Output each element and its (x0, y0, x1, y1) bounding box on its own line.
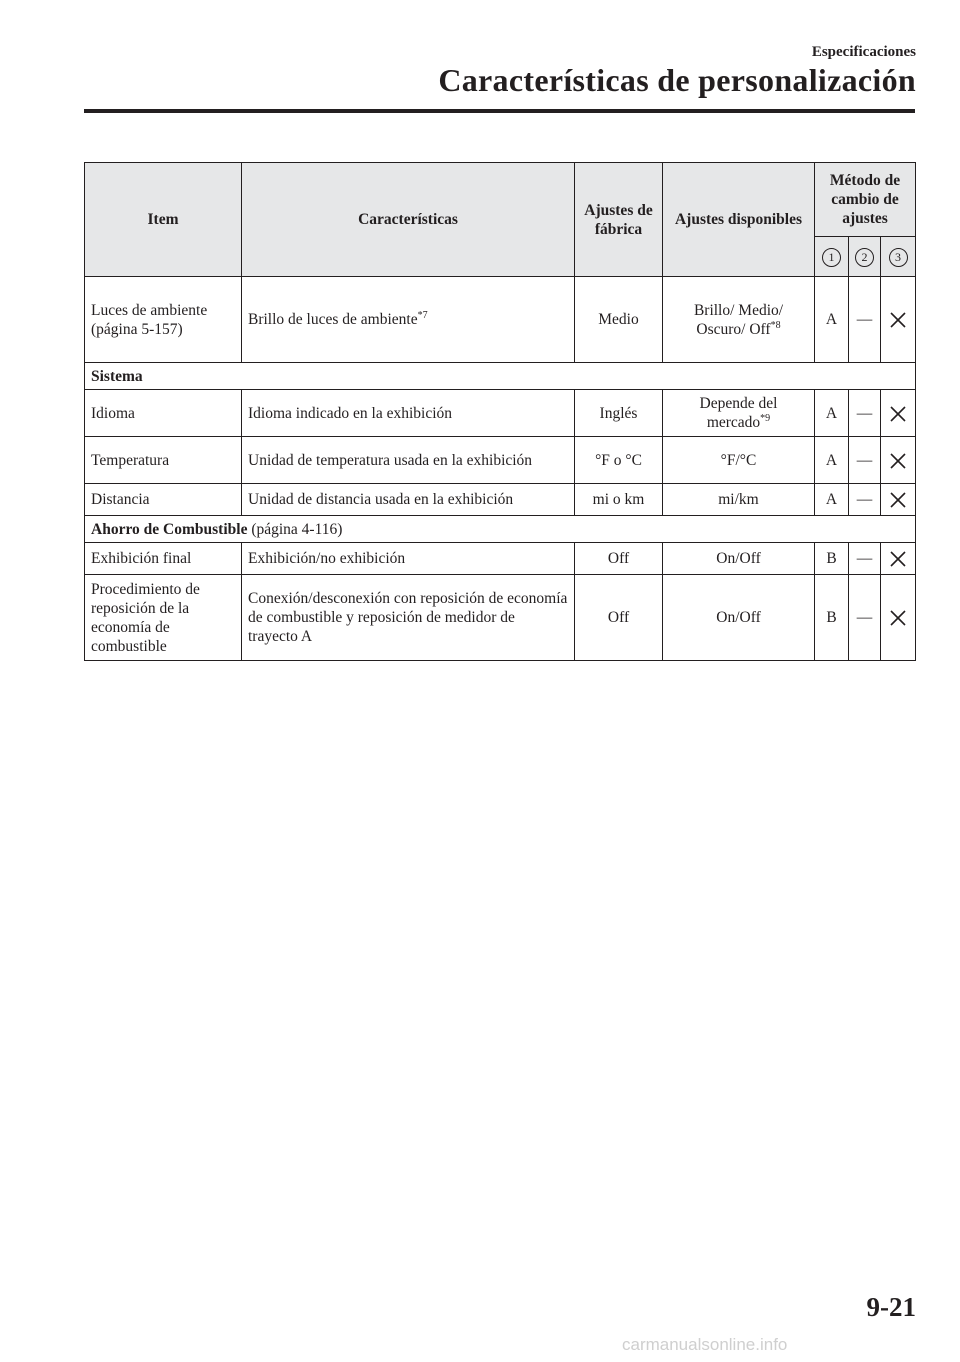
footnote-ref: *9 (760, 412, 771, 424)
method-1-cell: B (815, 543, 849, 575)
table-section-row (85, 363, 916, 390)
feature-text: Brillo de luces de ambiente (248, 311, 418, 328)
not-available-x-icon (890, 609, 906, 626)
feature-cell (242, 575, 575, 661)
item-cell: Exhibición final (85, 543, 242, 575)
section-heading-cell (85, 363, 916, 390)
factory-setting-cell: mi o km (575, 484, 663, 516)
section-page-ref: (página 4-116) (251, 520, 343, 538)
available-text: °F/°C (720, 451, 757, 469)
feature-cell (242, 484, 575, 516)
method-2-cell: — (849, 543, 881, 575)
section-name: Especificaciones (811, 44, 916, 60)
circled-number-1: 1 (822, 248, 841, 267)
item-cell: Procedimiento de reposición de la economía de combustible (85, 575, 242, 661)
method-3-cell (881, 277, 916, 363)
table-row (85, 484, 916, 516)
footnote-ref: *8 (770, 319, 781, 331)
factory-setting-cell: Off (575, 575, 663, 661)
method-1-cell: A (815, 390, 849, 437)
method-1-cell: A (815, 277, 849, 363)
factory-setting-cell: °F o °C (575, 437, 663, 484)
section-title: Ahorro de Combustible (91, 520, 248, 538)
header-available: Ajustes disponibles (663, 163, 815, 277)
item-cell: Distancia (85, 484, 242, 516)
feature-cell (242, 277, 575, 363)
item-cell: Luces de ambiente (página 5-157) (85, 277, 242, 363)
method-1-cell: B (815, 575, 849, 661)
table-section-row (85, 516, 916, 543)
method-2-cell: — (849, 277, 881, 363)
method-2-cell: — (849, 575, 881, 661)
method-3-cell (881, 390, 916, 437)
page-number: 9-21 (866, 1292, 916, 1322)
watermark: carmanualsonline.info (622, 1335, 788, 1354)
method-3-cell (881, 437, 916, 484)
feature-text: Conexión/desconexión con reposición de economía de combustible y reposición de medidor de trayecto A (248, 590, 568, 645)
available-settings-cell (663, 437, 815, 484)
circled-number-3: 3 (889, 248, 908, 267)
feature-cell (242, 543, 575, 575)
available-text: Depende del mercado (699, 395, 778, 431)
factory-setting-cell: Inglés (575, 390, 663, 437)
factory-setting-cell: Medio (575, 277, 663, 363)
available-settings-cell (663, 543, 815, 575)
available-text: On/Off (716, 550, 761, 567)
section-title: Sistema (91, 367, 143, 385)
table-row (85, 575, 916, 661)
method-1-cell: A (815, 437, 849, 484)
feature-text: Exhibición/no exhibición (248, 550, 406, 567)
table-row (85, 437, 916, 484)
header-method-1 (815, 237, 849, 277)
table-row (85, 390, 916, 437)
header-factory: Ajustes de fábrica (575, 163, 663, 277)
method-3-cell (881, 575, 916, 661)
title-rule (84, 109, 915, 113)
header-method-3 (881, 237, 916, 277)
table-row (85, 543, 916, 575)
feature-text: Idioma indicado en la exhibición (248, 404, 453, 422)
footnote-ref: *7 (417, 309, 428, 321)
available-settings-cell (663, 575, 815, 661)
method-2-cell: — (849, 437, 881, 484)
not-available-x-icon (890, 452, 906, 469)
feature-text: Unidad de distancia usada en la exhibición (248, 491, 514, 508)
header-method: Método de cambio de ajustes (815, 163, 916, 237)
table-row (85, 277, 916, 363)
available-text: mi/km (718, 491, 759, 508)
factory-setting-cell: Off (575, 543, 663, 575)
not-available-x-icon (890, 550, 906, 567)
available-settings-cell (663, 390, 815, 437)
item-cell: Temperatura (85, 437, 242, 484)
method-2-cell: — (849, 484, 881, 516)
method-3-cell (881, 484, 916, 516)
not-available-x-icon (890, 405, 906, 422)
feature-cell (242, 390, 575, 437)
method-1-cell: A (815, 484, 849, 516)
circled-number-2: 2 (855, 248, 874, 267)
not-available-x-icon (890, 311, 906, 328)
header-item: Item (85, 163, 242, 277)
customization-table (84, 162, 916, 661)
header-features: Características (242, 163, 575, 277)
page-title: Características de personalización (438, 62, 916, 98)
not-available-x-icon (890, 491, 906, 508)
method-2-cell: — (849, 390, 881, 437)
feature-cell (242, 437, 575, 484)
available-text: On/Off (716, 609, 761, 626)
available-text: Brillo/ Medio/ Oscuro/ Off (693, 301, 784, 338)
available-settings-cell (663, 484, 815, 516)
feature-text: Unidad de temperatura usada en la exhibición (248, 451, 533, 469)
item-cell: Idioma (85, 390, 242, 437)
header-method-2 (849, 237, 881, 277)
method-3-cell (881, 543, 916, 575)
section-heading-cell (85, 516, 916, 543)
available-settings-cell (663, 277, 815, 363)
